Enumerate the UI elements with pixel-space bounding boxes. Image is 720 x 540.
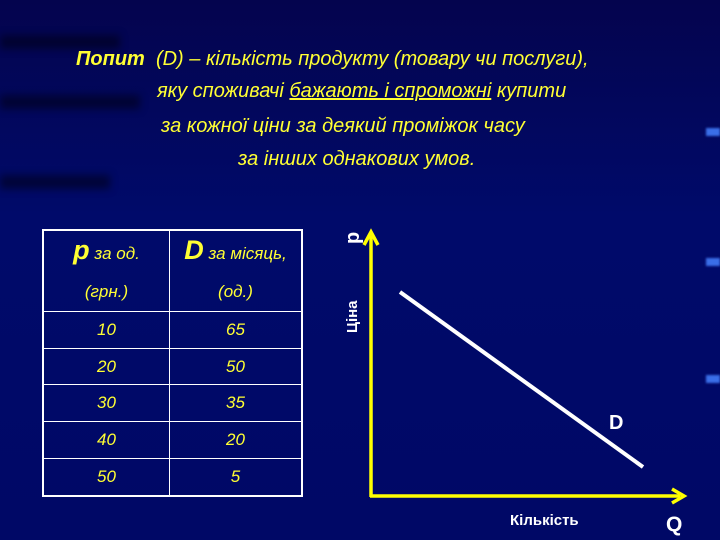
price-cell: 40 xyxy=(43,422,170,459)
definition-line-4: за інших однакових умов. xyxy=(238,148,476,170)
definition-text: яку споживачі xyxy=(157,80,284,102)
price-cell: 20 xyxy=(43,348,170,385)
demand-cell: 35 xyxy=(170,385,303,422)
price-symbol: p xyxy=(73,235,90,265)
demand-cell: 20 xyxy=(170,422,303,459)
demand-cell: 5 xyxy=(170,458,303,496)
demand-cell: 65 xyxy=(170,312,303,349)
definition-underlined: бажають і спроможні xyxy=(289,80,492,102)
curve-label: D xyxy=(609,412,624,434)
definition-line-3: за кожної ціни за деякий проміжок часу xyxy=(161,115,525,137)
y-axis-label: Ціна xyxy=(344,300,361,333)
x-axis-label: Кількість xyxy=(510,512,579,529)
price-cell: 10 xyxy=(43,312,170,349)
y-axis-symbol: p xyxy=(342,231,364,244)
demand-symbol: D xyxy=(184,235,204,265)
demand-header: за місяць, xyxy=(208,244,287,263)
price-cell: 30 xyxy=(43,385,170,422)
price-cell: 50 xyxy=(43,458,170,496)
demand-unit: (од.) xyxy=(218,282,253,301)
definition-term: Попит xyxy=(76,48,145,70)
price-header: за од. xyxy=(94,244,140,263)
definition-text: купити xyxy=(496,80,567,102)
demand-cell: 50 xyxy=(170,348,303,385)
price-unit: (грн.) xyxy=(84,282,129,301)
definition-text: (D) – кількість продукту (товару чи послуги), xyxy=(155,48,589,70)
demand-curve xyxy=(400,292,643,467)
x-axis-symbol: Q xyxy=(666,513,683,536)
